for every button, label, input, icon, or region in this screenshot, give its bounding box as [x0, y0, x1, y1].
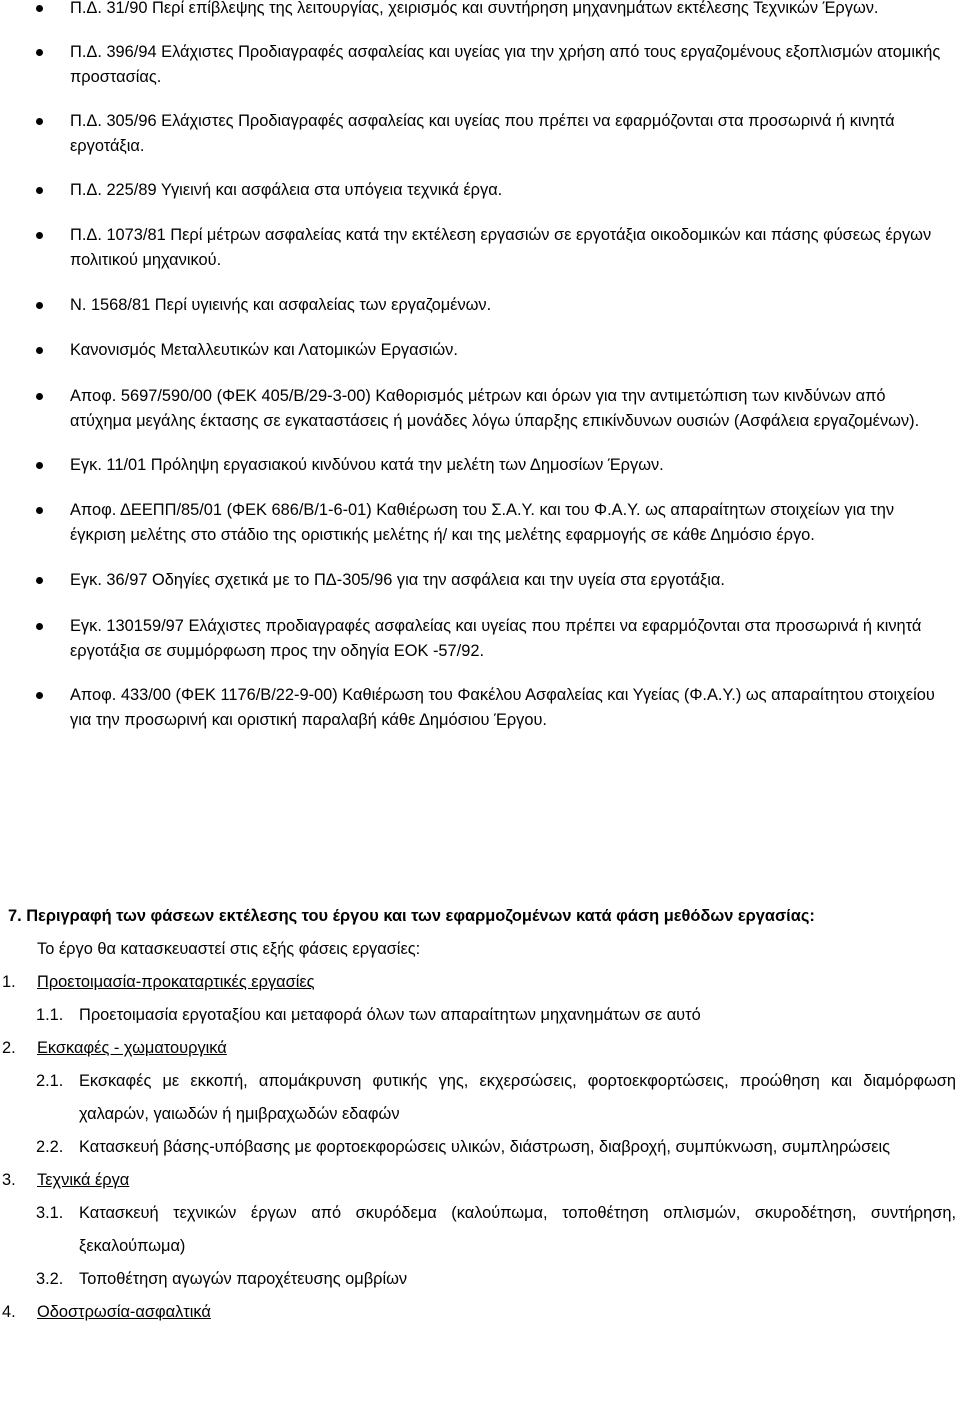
phase-heading — [0, 1164, 960, 1197]
list-item: Αποφ. 5697/590/00 (ΦΕΚ 405/Β/29-3-00) Καθορισμός μέτρων και όρων για την αντιμετώπιση των κινδύνων από ατύχημα μεγάλης έκτασης σε εγκαταστάσεις ή μονάδες λόγω ύπαρξης επικίνδυνων ουσιών (Ασφάλεια εργαζομένων). — [0, 384, 960, 434]
list-item: Εγκ. 11/01 Πρόληψη εργασιακού κινδύνου κατά την μελέτη των Δημοσίων Έργων. — [0, 453, 960, 478]
subitem-text: Εκσκαφές με εκκοπή, απομάκρυνση φυτικής γης, εκχερσώσεις, φορτοεκφορτώσεις, προώθηση και διαμόρφωση χαλαρών, γαιωδών ή ημιβραχωδών εδαφών — [79, 1072, 956, 1123]
section-heading: 7. Περιγραφή των φάσεων εκτέλεσης του έργου και των εφαρμοζομένων κατά φάση μεθόδων εργασίας: — [8, 907, 815, 925]
subitem-text: Κατασκευή βάσης-υπόβασης με φορτοεκφορώσεις υλικών, διάστρωση, διαβροχή, συμπύκνωση, συμπληρώσεις — [79, 1138, 891, 1156]
section-intro: Το έργο θα κατασκευαστεί στις εξής φάσεις εργασίες: — [37, 940, 421, 958]
phase-heading — [0, 966, 960, 999]
phase-subitem — [0, 1263, 960, 1296]
phase-subitem — [0, 1131, 960, 1164]
phase-number: 1. — [2, 973, 16, 991]
phase-title: Τεχνικά έργα — [37, 1171, 130, 1189]
list-item: Κανονισμός Μεταλλευτικών και Λατομικών Εργασιών. — [0, 338, 960, 363]
list-item: Π.Δ. 225/89 Υγιεινή και ασφάλεια στα υπόγεια τεχνικά έργα. — [0, 178, 960, 203]
list-item: Π.Δ. 1073/81 Περί μέτρων ασφαλείας κατά την εκτέλεση εργασιών σε εργοτάξια οικοδομικών και πάσης φύσεως έργων πολιτικού μηχανικού. — [0, 223, 960, 273]
phase-title: Προετοιμασία-προκαταρτικές εργασίες — [37, 973, 315, 991]
subitem-text: Προετοιμασία εργοταξίου και μεταφορά όλων των απαραίτητων μηχανημάτων σε αυτό — [79, 1006, 701, 1024]
subitem-number: 1.1. — [36, 1006, 64, 1024]
work-phases-section — [0, 900, 960, 1329]
list-item: Εγκ. 130159/97 Ελάχιστες προδιαγραφές ασφαλείας και υγείας που πρέπει να εφαρμόζονται στα προσωρινά ή κινητά εργοτάξια σε συμμόρφωση προς την οδηγία ΕΟΚ -57/92. — [0, 614, 960, 664]
list-item: Π.Δ. 305/96 Ελάχιστες Προδιαγραφές ασφαλείας και υγείας που πρέπει να εφαρμόζονται στα προσωρινά ή κινητά εργοτάξια. — [0, 109, 960, 159]
phase-subitem — [0, 999, 960, 1032]
list-item: Αποφ. 433/00 (ΦΕΚ 1176/Β/22-9-00) Καθιέρωση του Φακέλου Ασφαλείας και Υγείας (Φ.Α.Υ.) ως απαραίτητου στοιχείου για την προσωρινή και οριστική παραλαβή κάθε Δημόσιου Έργου. — [0, 683, 960, 733]
phase-heading — [0, 1296, 960, 1329]
phase-title: Εκσκαφές - χωματουργικά — [37, 1039, 227, 1057]
list-item: Εγκ. 36/97 Οδηγίες σχετικά με το ΠΔ-305/96 για την ασφάλεια και την υγεία στα εργοτάξια. — [0, 568, 960, 593]
subitem-number: 3.2. — [36, 1270, 64, 1288]
list-item: Π.Δ. 396/94 Ελάχιστες Προδιαγραφές ασφαλείας και υγείας για την χρήση από τους εργαζομένους εξοπλισμών ατομικής προστασίας. — [0, 40, 960, 90]
phase-number: 4. — [2, 1303, 16, 1321]
phase-number: 2. — [2, 1039, 16, 1057]
subitem-number: 3.1. — [36, 1204, 64, 1222]
subitem-text: Κατασκευή τεχνικών έργων από σκυρόδεμα (καλούπωμα, τοποθέτηση οπλισμών, σκυροδέτηση, συντήρηση, ξεκαλούπωμα) — [79, 1204, 956, 1255]
subitem-text: Τοποθέτηση αγωγών παροχέτευσης ομβρίων — [79, 1270, 408, 1288]
list-item: Ν. 1568/81 Περί υγιεινής και ασφαλείας των εργαζομένων. — [0, 293, 960, 318]
subitem-number: 2.1. — [36, 1072, 64, 1090]
phase-number: 3. — [2, 1171, 16, 1189]
phase-title: Οδοστρωσία-ασφαλτικά — [37, 1303, 211, 1321]
subitem-number: 2.2. — [36, 1138, 64, 1156]
phase-subitem — [0, 1197, 960, 1263]
phase-heading — [0, 1032, 960, 1065]
list-item: Π.Δ. 31/90 Περί επίβλεψης της λειτουργίας, χειρισμός και συντήρηση μηχανημάτων εκτέλεσης Τεχνικών Έργων. — [0, 0, 960, 21]
list-item: Αποφ. ΔΕΕΠΠ/85/01 (ΦΕΚ 686/Β/1-6-01) Καθιέρωση του Σ.Α.Υ. και του Φ.Α.Υ. ως απαραίτητων στοιχείων για την έγκριση μελέτης στο στάδιο της οριστικής μελέτης ή/ και της μελέτης εφαρμογής σε κάθε Δημόσιο έργο. — [0, 498, 960, 548]
phase-subitem — [0, 1065, 960, 1131]
